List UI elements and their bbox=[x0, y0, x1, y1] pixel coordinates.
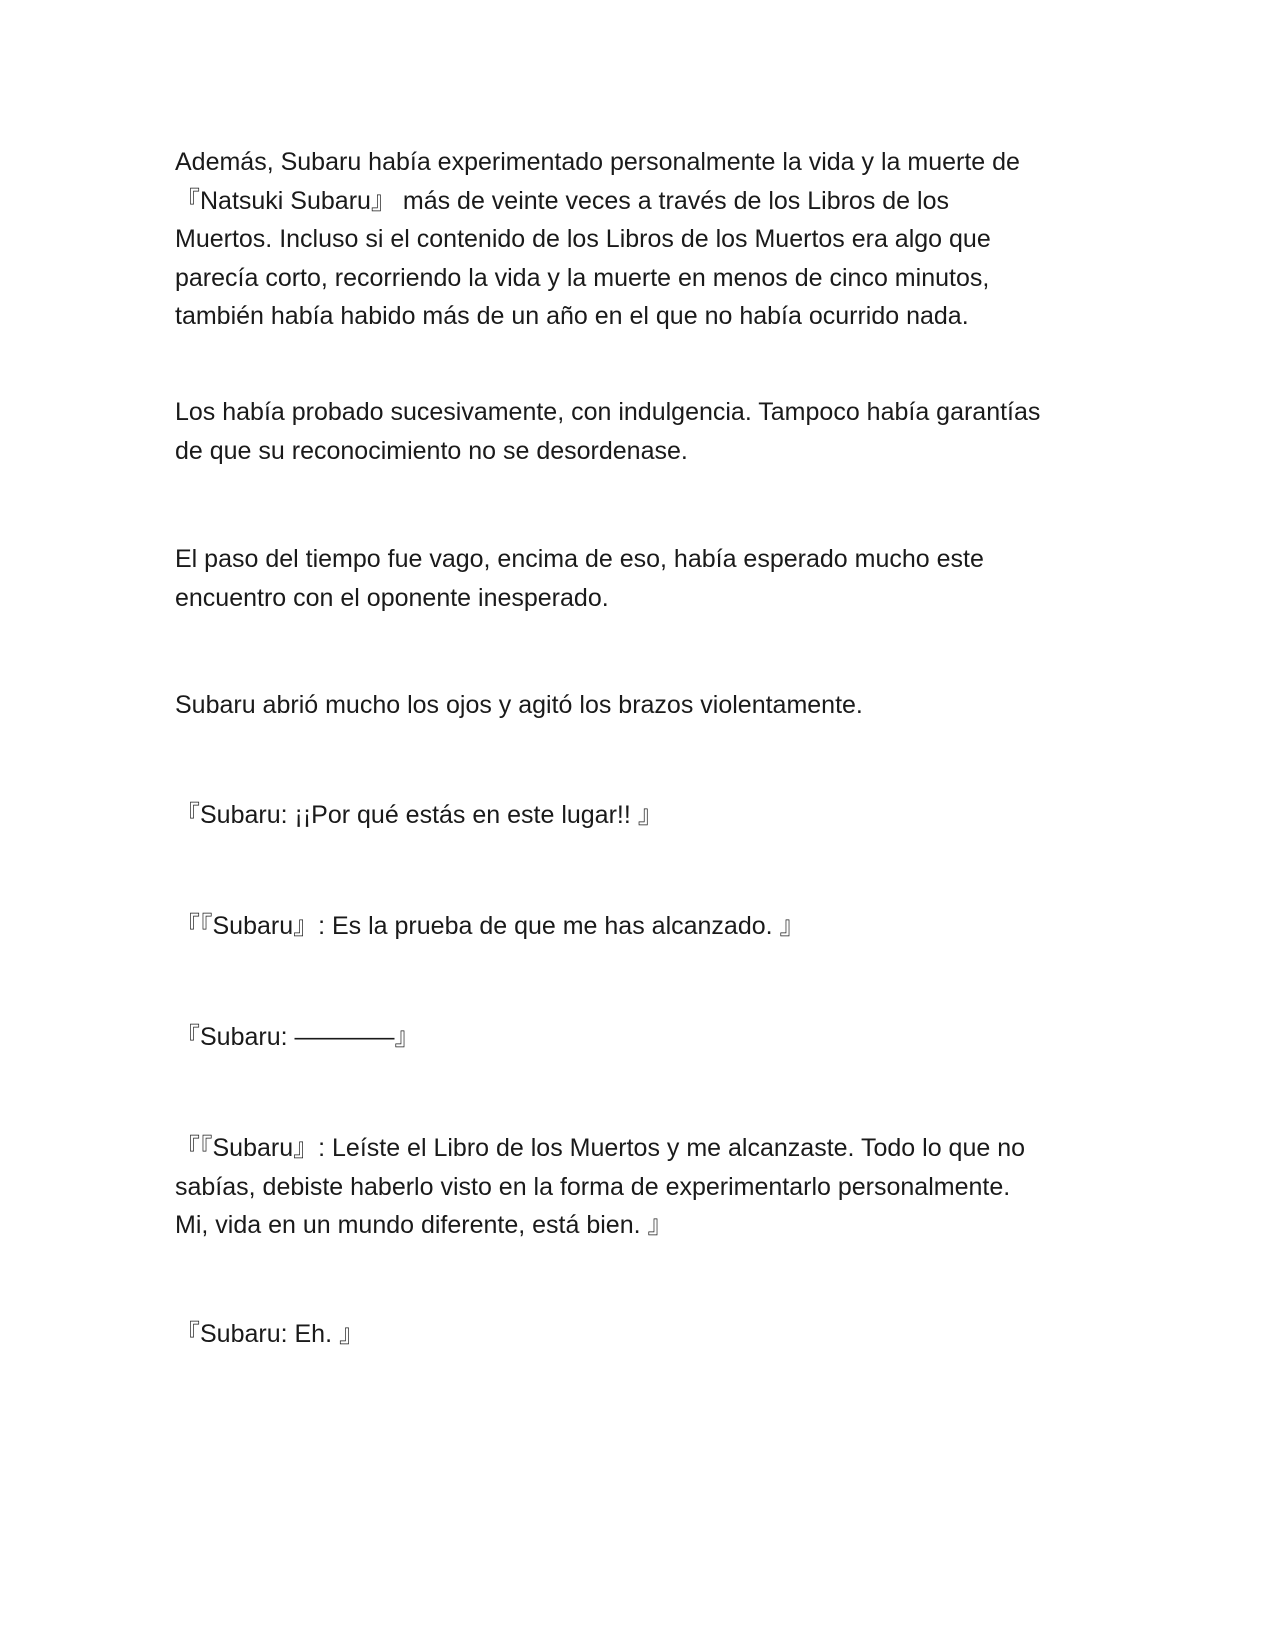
dialogue-line-3: 『Subaru: ————』 bbox=[175, 1023, 420, 1051]
paragraph-2: Los había probado sucesivamente, con indulgencia. Tampoco había garantías de que su reconocimiento no se desordenase. bbox=[175, 398, 1041, 465]
paragraph-3: El paso del tiempo fue vago, encima de eso, había esperado mucho este encuentro con el oponente inesperado. bbox=[175, 545, 984, 612]
paragraph-1: Además, Subaru había experimentado personalmente la vida y la muerte de 『Natsuki Subaru』 más de veinte veces a través de los Libros de los Muertos. Incluso si el contenido de los Libros de los Muertos era algo que parecía corto, recorriendo la vida y la muerte en menos de cinco minutos, también había habido más de un año en el que no había ocurrido nada. bbox=[175, 148, 1020, 330]
dialogue-line-4: 『『Subaru』: Leíste el Libro de los Muertos y me alcanzaste. Todo lo que no sabías, debiste haberlo visto en la forma de experimentarlo personalmente. Mi, vida en un mundo diferente, está bien. 』 bbox=[175, 1134, 1026, 1239]
dialogue-line-5: 『Subaru: Eh. 』 bbox=[175, 1320, 364, 1348]
dialogue-line-2: 『『Subaru』: Es la prueba de que me has alcanzado. 』 bbox=[175, 912, 805, 940]
paragraph-4: Subaru abrió mucho los ojos y agitó los brazos violentamente. bbox=[175, 691, 863, 719]
dialogue-line-1: 『Subaru: ¡¡Por qué estás en este lugar!! 』 bbox=[175, 801, 663, 829]
